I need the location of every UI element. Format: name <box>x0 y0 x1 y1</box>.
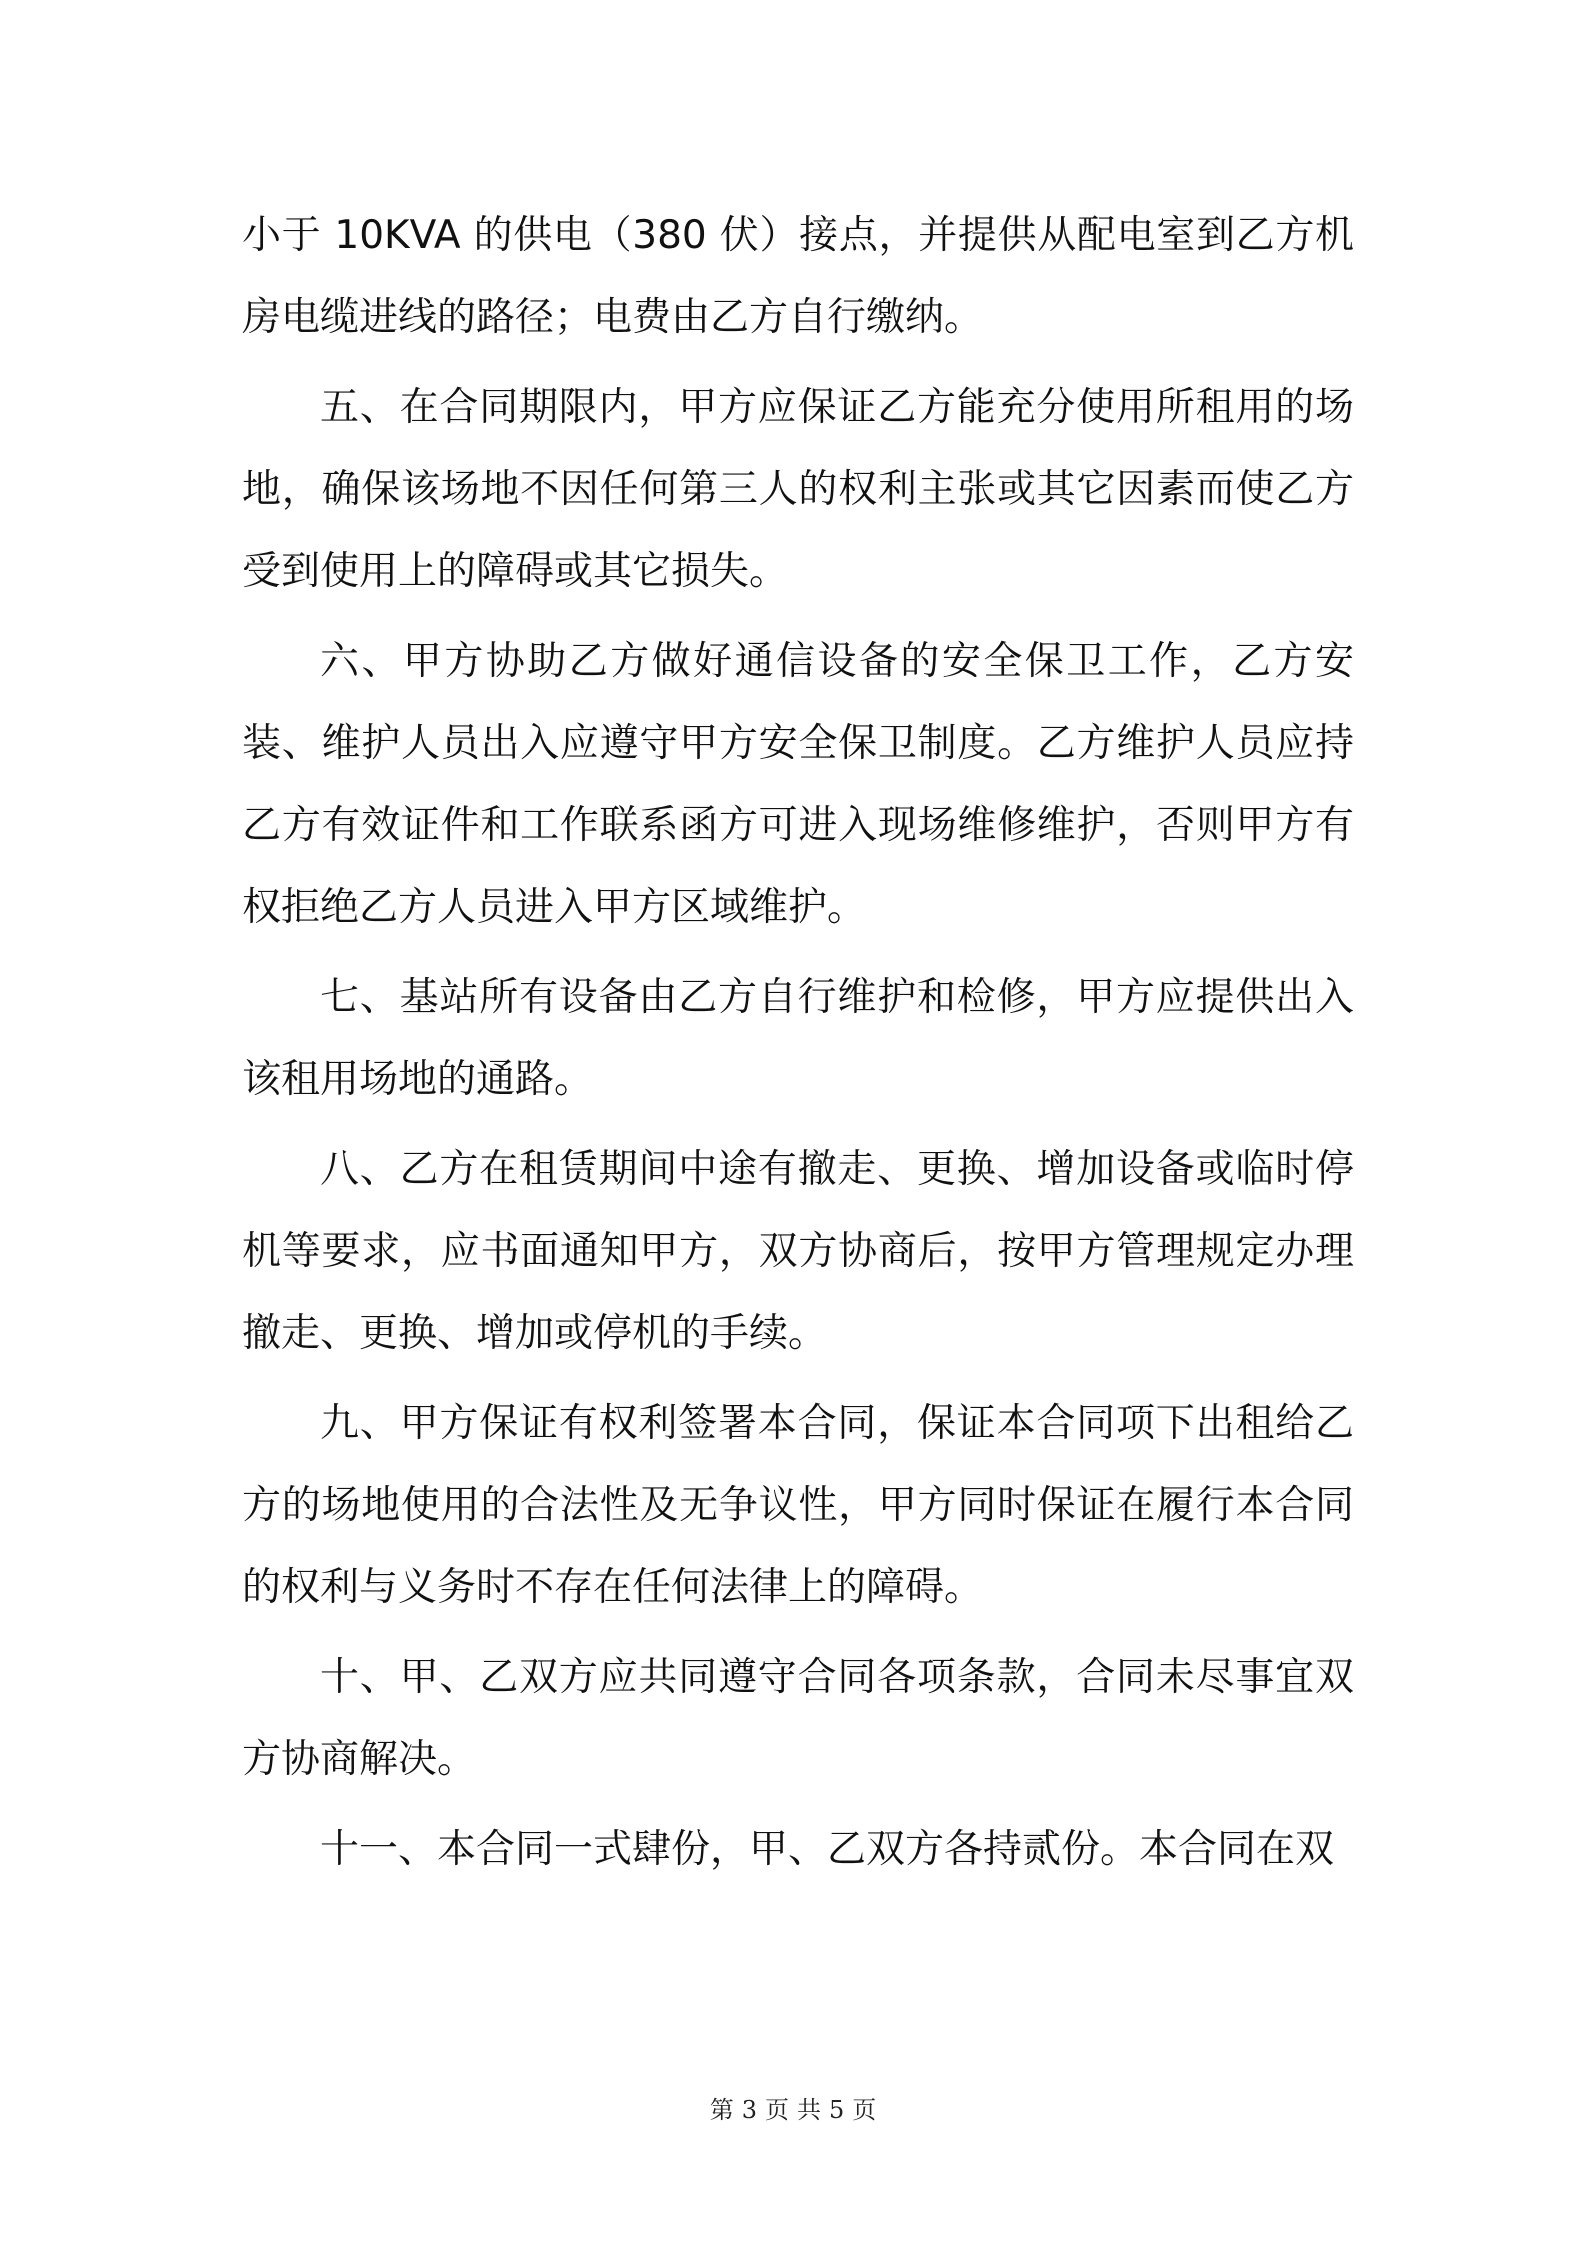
contract-body <box>242 195 1354 1899</box>
paragraph-clause-6: 六、甲方协助乙方做好通信设备的安全保卫工作，乙方安装、维护人员出入应遵守甲方安全保卫制度。乙方维护人员应持乙方有效证件和工作联系函方可进入现场维修维护，否则甲方有权拒绝乙方人员进入甲方区域维护。 <box>242 639 1354 930</box>
footer-page-mid: 页 <box>765 2096 789 2124</box>
paragraph-clause-8: 八、乙方在租赁期间中途有撤走、更换、增加设备或临时停机等要求，应书面通知甲方，双方协商后，按甲方管理规定办理撤走、更换、增加或停机的手续。 <box>242 1147 1354 1356</box>
page-footer <box>0 2090 1586 2125</box>
paragraph-clause-10: 十、甲、乙双方应共同遵守合同各项条款，合同未尽事宜双方协商解决。 <box>242 1655 1354 1782</box>
paragraph-clause-9: 九、甲方保证有权利签署本合同，保证本合同项下出租给乙方的场地使用的合法性及无争议性，甲方同时保证在履行本合同的权利与义务时不存在任何法律上的障碍。 <box>242 1401 1354 1610</box>
footer-current-page: 3 <box>741 2096 757 2124</box>
footer-total-prefix: 共 <box>797 2096 821 2124</box>
footer-page-suffix: 页 <box>852 2096 877 2124</box>
paragraph-clause-7: 七、基站所有设备由乙方自行维护和检修，甲方应提供出入该租用场地的通路。 <box>242 975 1354 1102</box>
paragraph-clause-11: 十一、本合同一式肆份，甲、乙双方各持贰份。本合同在双 <box>320 1827 1335 1872</box>
paragraph-clause-5: 五、在合同期限内，甲方应保证乙方能充分使用所租用的场地，确保该场地不因任何第三人的权利主张或其它因素而使乙方受到使用上的障碍或其它损失。 <box>242 385 1354 594</box>
footer-total-pages: 5 <box>829 2096 845 2124</box>
footer-page-prefix: 第 <box>709 2096 734 2124</box>
paragraph-power-supply: 小于 10KVA 的供电（380 伏）接点，并提供从配电室到乙方机房电缆进线的路径；电费由乙方自行缴纳。 <box>242 213 1354 340</box>
